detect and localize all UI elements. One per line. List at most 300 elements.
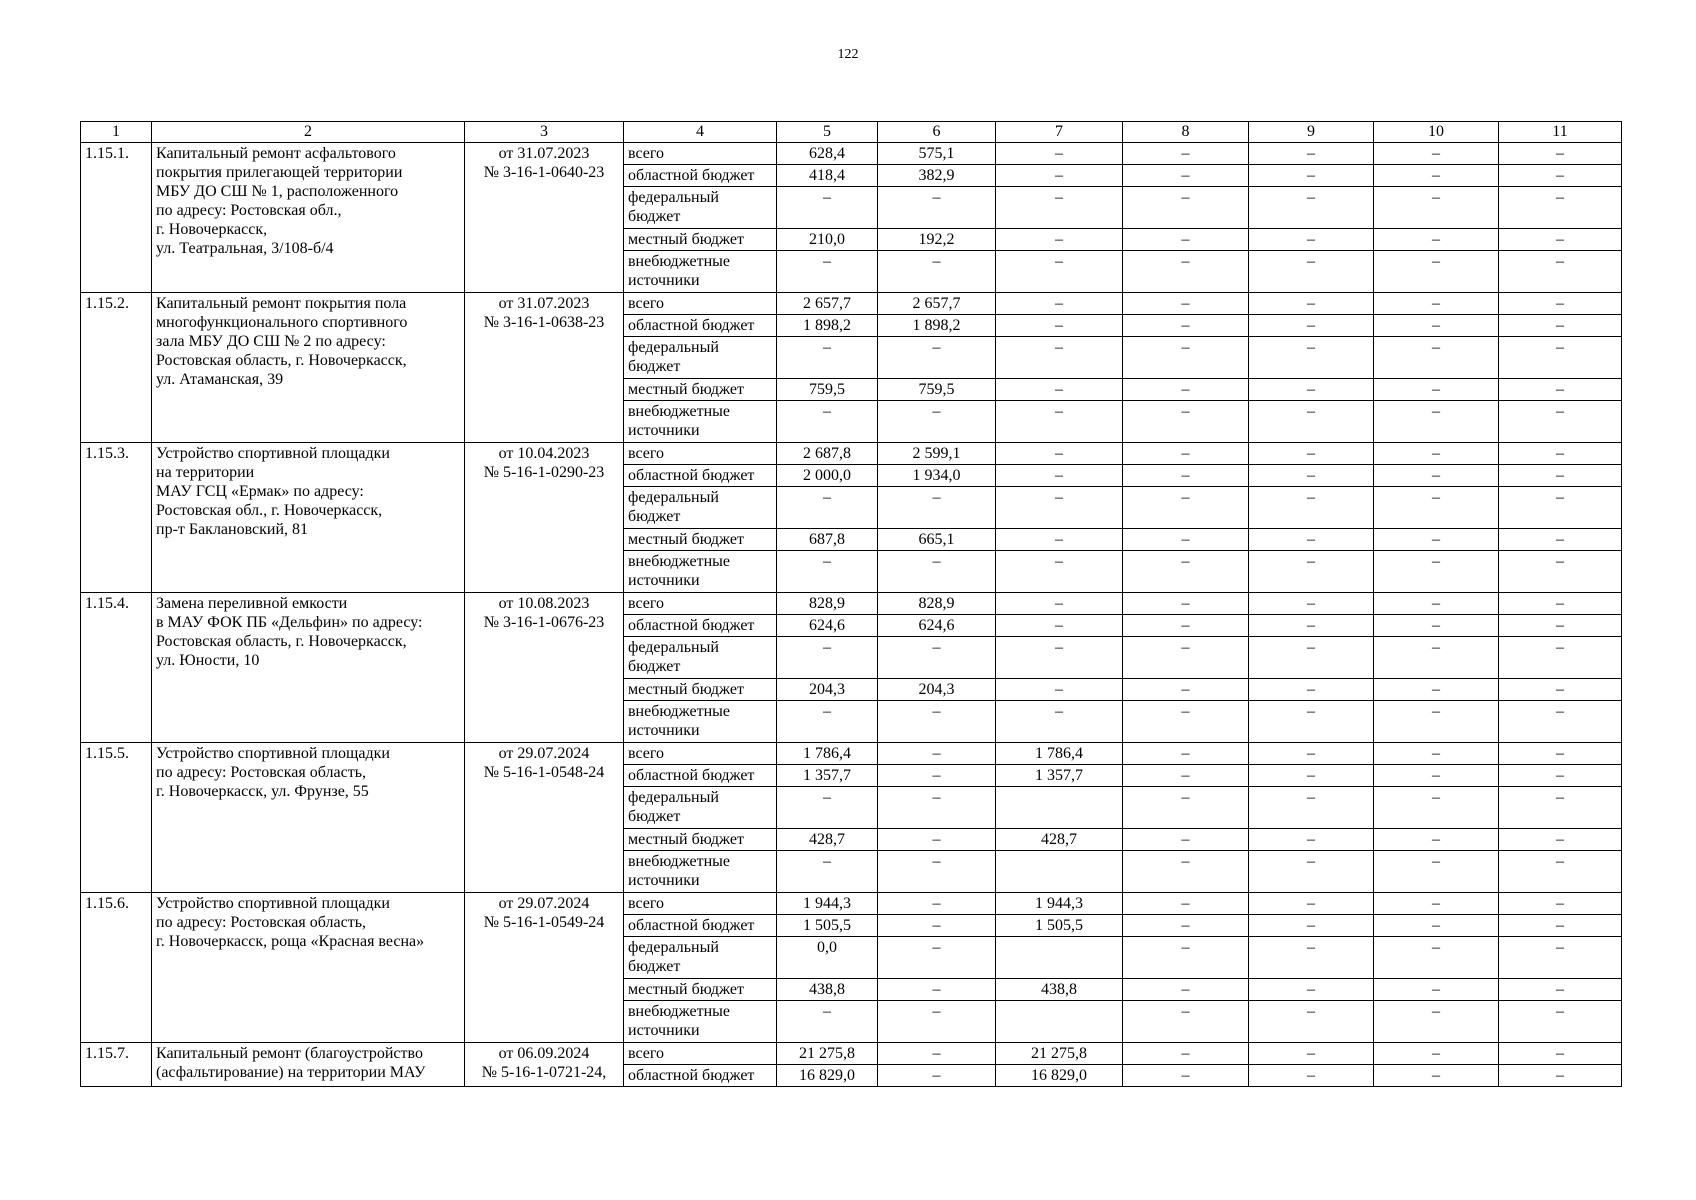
- value-col-10: –: [1374, 379, 1499, 401]
- item-name-line: ул. Театральная, 3/108-б/4: [156, 240, 334, 257]
- item-code: 1.15.7.: [81, 1043, 152, 1087]
- item-name-line: пр-т Баклановский, 81: [156, 521, 309, 538]
- value-col-5: 1 944,3: [777, 893, 878, 915]
- value-col-5: 1 505,5: [777, 915, 878, 937]
- funding-source: федеральный бюджет: [624, 937, 777, 979]
- item-name-line: МБУ ДО СШ № 1, расположенного: [156, 183, 399, 200]
- value-col-9: –: [1249, 293, 1374, 315]
- value-col-10: –: [1374, 465, 1499, 487]
- value-col-5: 1 786,4: [777, 743, 878, 765]
- funding-source: областной бюджет: [624, 1065, 777, 1087]
- value-col-9: –: [1249, 851, 1374, 893]
- value-col-5: 1 898,2: [777, 315, 878, 337]
- value-col-9: –: [1249, 487, 1374, 529]
- item-code: 1.15.1.: [81, 143, 152, 293]
- item-name-line: Замена переливной емкости: [156, 595, 348, 612]
- table-row: [81, 743, 1622, 765]
- value-col-11: –: [1499, 143, 1622, 165]
- value-col-5: –: [777, 851, 878, 893]
- value-col-8: –: [1123, 379, 1249, 401]
- value-col-5: 16 829,0: [777, 1065, 878, 1087]
- value-col-7: 428,7: [996, 829, 1123, 851]
- item-document-line: от 29.07.2024: [498, 745, 590, 762]
- value-col-10: –: [1374, 551, 1499, 593]
- value-col-9: –: [1249, 401, 1374, 443]
- value-col-6: –: [878, 401, 996, 443]
- value-col-8: –: [1123, 1065, 1249, 1087]
- value-col-6: –: [878, 487, 996, 529]
- value-col-9: –: [1249, 679, 1374, 701]
- value-col-7: –: [996, 229, 1123, 251]
- funding-source: областной бюджет: [624, 465, 777, 487]
- value-col-5: 438,8: [777, 979, 878, 1001]
- item-code: 1.15.5.: [81, 743, 152, 893]
- value-col-11: –: [1499, 615, 1622, 637]
- item-name: [152, 143, 465, 293]
- value-col-7: 16 829,0: [996, 1065, 1123, 1087]
- item-name-line: (асфальтирование) на территории МАУ: [156, 1064, 426, 1081]
- value-col-5: 687,8: [777, 529, 878, 551]
- value-col-8: –: [1123, 637, 1249, 679]
- value-col-10: –: [1374, 829, 1499, 851]
- value-col-7: 1 786,4: [996, 743, 1123, 765]
- value-col-9: –: [1249, 1043, 1374, 1065]
- value-col-11: –: [1499, 893, 1622, 915]
- value-col-9: –: [1249, 187, 1374, 229]
- item-document-line: от 10.08.2023: [498, 595, 590, 612]
- value-col-6: 575,1: [878, 143, 996, 165]
- value-col-9: –: [1249, 1001, 1374, 1043]
- funding-source: внебюджетные источники: [624, 851, 777, 893]
- value-col-10: –: [1374, 1001, 1499, 1043]
- value-col-5: –: [777, 401, 878, 443]
- value-col-7: –: [996, 701, 1123, 743]
- value-col-9: –: [1249, 379, 1374, 401]
- value-col-6: 759,5: [878, 379, 996, 401]
- value-col-10: –: [1374, 937, 1499, 979]
- item-name-line: Капитальный ремонт асфальтового: [156, 145, 396, 162]
- value-col-11: –: [1499, 251, 1622, 293]
- value-col-9: –: [1249, 765, 1374, 787]
- item-name-line: МАУ ГСЦ «Ермак» по адресу:: [156, 483, 364, 500]
- value-col-6: 1 898,2: [878, 315, 996, 337]
- value-col-9: –: [1249, 315, 1374, 337]
- item-document-line: от 31.07.2023: [498, 295, 590, 312]
- value-col-6: –: [878, 337, 996, 379]
- value-col-8: –: [1123, 229, 1249, 251]
- value-col-6: –: [878, 637, 996, 679]
- value-col-8: –: [1123, 251, 1249, 293]
- value-col-9: –: [1249, 529, 1374, 551]
- item-name-line: покрытия прилегающей территории: [156, 164, 403, 181]
- value-col-10: –: [1374, 187, 1499, 229]
- value-col-6: 828,9: [878, 593, 996, 615]
- value-col-8: –: [1123, 337, 1249, 379]
- value-col-10: –: [1374, 701, 1499, 743]
- table-body: [81, 143, 1622, 1087]
- funding-source: федеральный бюджет: [624, 637, 777, 679]
- value-col-5: –: [777, 1001, 878, 1043]
- value-col-8: –: [1123, 1001, 1249, 1043]
- value-col-5: 210,0: [777, 229, 878, 251]
- item-document-line: № 5-16-1-0548-24: [483, 764, 605, 781]
- value-col-8: –: [1123, 593, 1249, 615]
- funding-source: областной бюджет: [624, 315, 777, 337]
- value-col-11: –: [1499, 229, 1622, 251]
- value-col-6: 665,1: [878, 529, 996, 551]
- value-col-9: –: [1249, 893, 1374, 915]
- item-document-line: № 5-16-1-0549-24: [483, 914, 605, 931]
- value-col-6: 204,3: [878, 679, 996, 701]
- value-col-7: 1 505,5: [996, 915, 1123, 937]
- value-col-9: –: [1249, 829, 1374, 851]
- value-col-7: –: [996, 337, 1123, 379]
- item-name: [152, 443, 465, 593]
- value-col-8: –: [1123, 143, 1249, 165]
- value-col-7: [996, 787, 1123, 829]
- item-document-line: от 31.07.2023: [498, 145, 590, 162]
- value-col-5: –: [777, 487, 878, 529]
- value-col-5: 418,4: [777, 165, 878, 187]
- value-col-9: –: [1249, 229, 1374, 251]
- value-col-7: [996, 937, 1123, 979]
- value-col-8: –: [1123, 787, 1249, 829]
- value-col-8: –: [1123, 551, 1249, 593]
- value-col-8: –: [1123, 487, 1249, 529]
- value-col-10: –: [1374, 679, 1499, 701]
- value-col-9: –: [1249, 593, 1374, 615]
- value-col-10: –: [1374, 315, 1499, 337]
- value-col-5: –: [777, 787, 878, 829]
- value-col-7: –: [996, 443, 1123, 465]
- value-col-11: –: [1499, 165, 1622, 187]
- value-col-7: –: [996, 593, 1123, 615]
- value-col-6: 382,9: [878, 165, 996, 187]
- value-col-8: –: [1123, 851, 1249, 893]
- funding-source: местный бюджет: [624, 979, 777, 1001]
- value-col-7: [996, 851, 1123, 893]
- value-col-5: 2 000,0: [777, 465, 878, 487]
- value-col-7: –: [996, 187, 1123, 229]
- value-col-7: –: [996, 529, 1123, 551]
- value-col-9: –: [1249, 551, 1374, 593]
- header-row: [81, 122, 1622, 143]
- value-col-11: –: [1499, 593, 1622, 615]
- item-code: 1.15.2.: [81, 293, 152, 443]
- value-col-5: 624,6: [777, 615, 878, 637]
- value-col-8: –: [1123, 937, 1249, 979]
- item-name-line: Ростовская область, г. Новочеркасск,: [156, 633, 407, 650]
- item-name-line: в МАУ ФОК ПБ «Дельфин» по адресу:: [156, 614, 423, 631]
- funding-source: местный бюджет: [624, 829, 777, 851]
- value-col-8: –: [1123, 187, 1249, 229]
- item-document: [465, 593, 624, 743]
- value-col-6: –: [878, 1001, 996, 1043]
- column-header-10: 10: [1374, 122, 1499, 143]
- value-col-7: –: [996, 379, 1123, 401]
- funding-source: местный бюджет: [624, 379, 777, 401]
- item-name: [152, 893, 465, 1043]
- funding-source: всего: [624, 893, 777, 915]
- value-col-9: –: [1249, 937, 1374, 979]
- value-col-11: –: [1499, 851, 1622, 893]
- value-col-11: –: [1499, 315, 1622, 337]
- value-col-9: –: [1249, 337, 1374, 379]
- item-document-line: от 06.09.2024: [498, 1045, 590, 1062]
- table-row: [81, 893, 1622, 915]
- value-col-6: –: [878, 701, 996, 743]
- column-header-1: 1: [81, 122, 152, 143]
- column-header-4: 4: [624, 122, 777, 143]
- value-col-7: –: [996, 251, 1123, 293]
- value-col-5: –: [777, 701, 878, 743]
- value-col-9: –: [1249, 979, 1374, 1001]
- value-col-9: –: [1249, 701, 1374, 743]
- item-document-line: № 5-16-1-0721-24,: [481, 1064, 607, 1081]
- value-col-10: –: [1374, 229, 1499, 251]
- value-col-5: 21 275,8: [777, 1043, 878, 1065]
- value-col-7: –: [996, 293, 1123, 315]
- value-col-8: –: [1123, 915, 1249, 937]
- value-col-6: –: [878, 187, 996, 229]
- value-col-9: –: [1249, 787, 1374, 829]
- value-col-10: –: [1374, 529, 1499, 551]
- funding-source: областной бюджет: [624, 765, 777, 787]
- value-col-11: –: [1499, 529, 1622, 551]
- value-col-8: –: [1123, 293, 1249, 315]
- value-col-10: –: [1374, 637, 1499, 679]
- funding-source: федеральный бюджет: [624, 787, 777, 829]
- value-col-9: –: [1249, 637, 1374, 679]
- value-col-11: –: [1499, 551, 1622, 593]
- funding-source: областной бюджет: [624, 915, 777, 937]
- value-col-6: –: [878, 743, 996, 765]
- value-col-6: 2 657,7: [878, 293, 996, 315]
- item-name: [152, 293, 465, 443]
- value-col-6: –: [878, 251, 996, 293]
- column-header-7: 7: [996, 122, 1123, 143]
- table-row: [81, 443, 1622, 465]
- funding-source: всего: [624, 593, 777, 615]
- item-document: [465, 143, 624, 293]
- value-col-10: –: [1374, 893, 1499, 915]
- funding-source: всего: [624, 1043, 777, 1065]
- value-col-10: –: [1374, 743, 1499, 765]
- item-document-line: от 29.07.2024: [498, 895, 590, 912]
- value-col-11: –: [1499, 787, 1622, 829]
- funding-source: всего: [624, 443, 777, 465]
- value-col-8: –: [1123, 443, 1249, 465]
- value-col-11: –: [1499, 637, 1622, 679]
- value-col-8: –: [1123, 701, 1249, 743]
- column-header-3: 3: [465, 122, 624, 143]
- value-col-6: 192,2: [878, 229, 996, 251]
- value-col-5: 0,0: [777, 937, 878, 979]
- item-name: [152, 1043, 465, 1087]
- value-col-5: 1 357,7: [777, 765, 878, 787]
- value-col-6: –: [878, 915, 996, 937]
- value-col-5: 628,4: [777, 143, 878, 165]
- value-col-10: –: [1374, 143, 1499, 165]
- value-col-7: 1 944,3: [996, 893, 1123, 915]
- value-col-6: 624,6: [878, 615, 996, 637]
- item-name-line: многофункционального спортивного: [156, 314, 408, 331]
- item-name-line: г. Новочеркасск,: [156, 221, 268, 238]
- column-header-8: 8: [1123, 122, 1249, 143]
- value-col-5: –: [777, 187, 878, 229]
- value-col-10: –: [1374, 765, 1499, 787]
- value-col-5: 759,5: [777, 379, 878, 401]
- item-document: [465, 743, 624, 893]
- item-code: 1.15.6.: [81, 893, 152, 1043]
- value-col-9: –: [1249, 465, 1374, 487]
- value-col-8: –: [1123, 893, 1249, 915]
- value-col-9: –: [1249, 251, 1374, 293]
- value-col-11: –: [1499, 1043, 1622, 1065]
- value-col-11: –: [1499, 1001, 1622, 1043]
- value-col-9: –: [1249, 165, 1374, 187]
- value-col-10: –: [1374, 401, 1499, 443]
- column-header-5: 5: [777, 122, 878, 143]
- item-document-line: № 3-16-1-0676-23: [483, 614, 605, 631]
- item-name-line: по адресу: Ростовская область,: [156, 764, 366, 781]
- value-col-5: –: [777, 337, 878, 379]
- value-col-7: –: [996, 615, 1123, 637]
- value-col-10: –: [1374, 443, 1499, 465]
- value-col-5: 828,9: [777, 593, 878, 615]
- funding-source: местный бюджет: [624, 679, 777, 701]
- item-name-line: Устройство спортивной площадки: [156, 895, 390, 912]
- value-col-11: –: [1499, 187, 1622, 229]
- item-name: [152, 743, 465, 893]
- table-row: [81, 143, 1622, 165]
- value-col-11: –: [1499, 679, 1622, 701]
- item-name-line: Капитальный ремонт (благоустройство: [156, 1045, 423, 1062]
- value-col-5: 2 687,8: [777, 443, 878, 465]
- value-col-7: 1 357,7: [996, 765, 1123, 787]
- item-name-line: Капитальный ремонт покрытия пола: [156, 295, 407, 312]
- value-col-7: 438,8: [996, 979, 1123, 1001]
- value-col-8: –: [1123, 529, 1249, 551]
- value-col-9: –: [1249, 615, 1374, 637]
- value-col-11: –: [1499, 979, 1622, 1001]
- value-col-6: –: [878, 765, 996, 787]
- item-code: 1.15.3.: [81, 443, 152, 593]
- table-row: [81, 293, 1622, 315]
- value-col-11: –: [1499, 443, 1622, 465]
- value-col-6: –: [878, 937, 996, 979]
- item-document: [465, 293, 624, 443]
- item-document-line: № 3-16-1-0638-23: [483, 314, 605, 331]
- item-document: [465, 443, 624, 593]
- value-col-10: –: [1374, 979, 1499, 1001]
- item-name-line: зала МБУ ДО СШ № 2 по адресу:: [156, 333, 386, 350]
- value-col-10: –: [1374, 251, 1499, 293]
- item-name-line: на территории: [156, 464, 255, 481]
- value-col-8: –: [1123, 465, 1249, 487]
- value-col-11: –: [1499, 293, 1622, 315]
- funding-source: внебюджетные источники: [624, 701, 777, 743]
- value-col-6: –: [878, 787, 996, 829]
- item-name-line: ул. Атаманская, 39: [156, 371, 284, 388]
- table-header: [81, 122, 1622, 143]
- value-col-7: [996, 1001, 1123, 1043]
- value-col-5: –: [777, 251, 878, 293]
- value-col-6: –: [878, 1065, 996, 1087]
- value-col-5: –: [777, 637, 878, 679]
- value-col-10: –: [1374, 165, 1499, 187]
- value-col-6: –: [878, 851, 996, 893]
- value-col-10: –: [1374, 1065, 1499, 1087]
- value-col-11: –: [1499, 337, 1622, 379]
- item-name-line: г. Новочеркасск, роща «Красная весна»: [156, 933, 425, 950]
- value-col-10: –: [1374, 915, 1499, 937]
- funding-source: федеральный бюджет: [624, 187, 777, 229]
- value-col-6: –: [878, 829, 996, 851]
- value-col-11: –: [1499, 743, 1622, 765]
- funding-source: внебюджетные источники: [624, 401, 777, 443]
- value-col-10: –: [1374, 1043, 1499, 1065]
- value-col-8: –: [1123, 615, 1249, 637]
- item-name-line: Устройство спортивной площадки: [156, 445, 390, 462]
- funding-source: внебюджетные источники: [624, 1001, 777, 1043]
- value-col-11: –: [1499, 1065, 1622, 1087]
- funding-source: всего: [624, 143, 777, 165]
- funding-source: внебюджетные источники: [624, 251, 777, 293]
- item-name-line: по адресу: Ростовская обл.,: [156, 202, 342, 219]
- value-col-9: –: [1249, 915, 1374, 937]
- funding-source: федеральный бюджет: [624, 487, 777, 529]
- value-col-11: –: [1499, 937, 1622, 979]
- value-col-10: –: [1374, 293, 1499, 315]
- item-document: [465, 1043, 624, 1087]
- value-col-5: 2 657,7: [777, 293, 878, 315]
- budget-table: [80, 121, 1622, 1087]
- page-number: 122: [837, 47, 859, 62]
- item-code: 1.15.4.: [81, 593, 152, 743]
- item-document-line: от 10.04.2023: [498, 445, 590, 462]
- column-header-9: 9: [1249, 122, 1374, 143]
- value-col-6: 1 934,0: [878, 465, 996, 487]
- table-row: [81, 1043, 1622, 1065]
- value-col-8: –: [1123, 165, 1249, 187]
- value-col-10: –: [1374, 487, 1499, 529]
- value-col-5: 428,7: [777, 829, 878, 851]
- item-name-line: г. Новочеркасск, ул. Фрунзе, 55: [156, 783, 369, 800]
- value-col-8: –: [1123, 743, 1249, 765]
- value-col-7: 21 275,8: [996, 1043, 1123, 1065]
- value-col-10: –: [1374, 615, 1499, 637]
- value-col-8: –: [1123, 765, 1249, 787]
- value-col-7: –: [996, 315, 1123, 337]
- item-name-line: ул. Юности, 10: [156, 652, 260, 669]
- item-name-line: Ростовская обл., г. Новочеркасск,: [156, 502, 383, 519]
- value-col-5: 204,3: [777, 679, 878, 701]
- funding-source: всего: [624, 743, 777, 765]
- value-col-10: –: [1374, 593, 1499, 615]
- item-name: [152, 593, 465, 743]
- funding-source: местный бюджет: [624, 229, 777, 251]
- item-name-line: по адресу: Ростовская область,: [156, 914, 366, 931]
- value-col-7: –: [996, 465, 1123, 487]
- value-col-6: –: [878, 893, 996, 915]
- value-col-8: –: [1123, 1043, 1249, 1065]
- value-col-11: –: [1499, 765, 1622, 787]
- column-header-2: 2: [152, 122, 465, 143]
- funding-source: всего: [624, 293, 777, 315]
- value-col-9: –: [1249, 443, 1374, 465]
- value-col-8: –: [1123, 829, 1249, 851]
